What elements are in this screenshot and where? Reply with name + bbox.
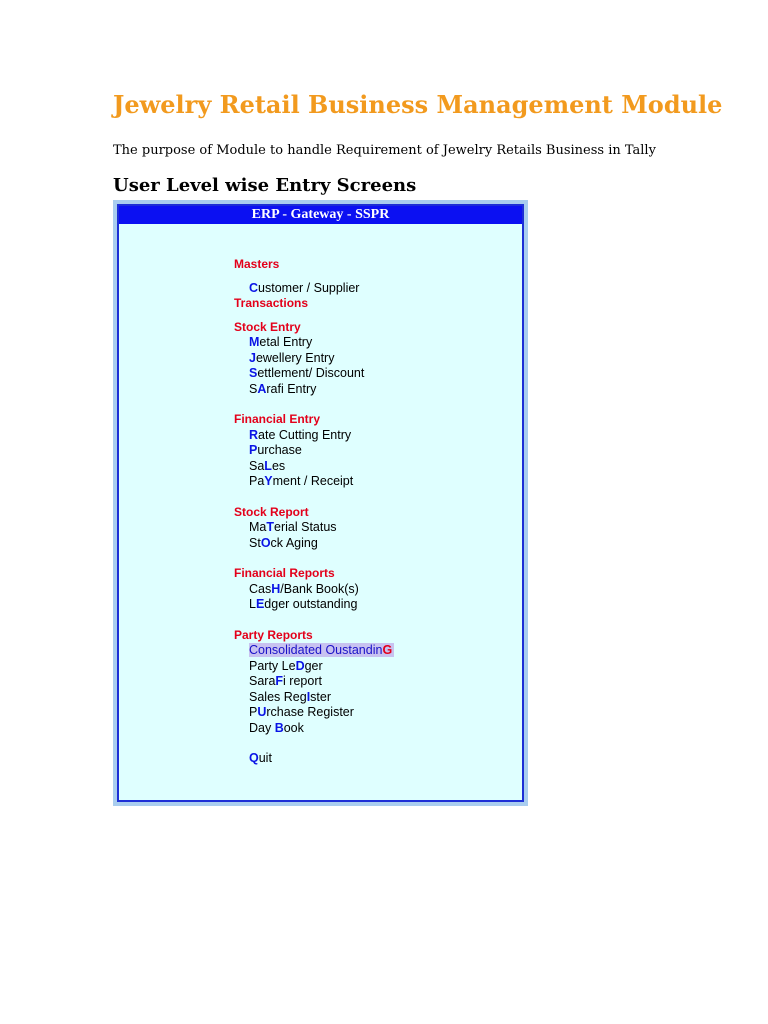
menu-item-text: S	[249, 381, 258, 396]
menu-item-text: L	[249, 597, 256, 611]
menu-hotkey: B	[274, 720, 284, 735]
menu-item-sarafi-report[interactable]	[234, 674, 394, 690]
menu-item-text: Consolidated Oustandin	[249, 643, 383, 657]
menu-item-text: etal Entry	[259, 335, 313, 349]
menu-item-text: erial Status	[274, 520, 337, 534]
menu-item-settlement-discount[interactable]	[234, 366, 394, 382]
menu-hotkey: L	[264, 458, 272, 473]
menu-hotkey: A	[257, 381, 267, 396]
menu-hotkey: U	[257, 705, 267, 719]
menu-heading-masters: Masters	[234, 257, 280, 271]
menu-item-sarafi-entry[interactable]	[234, 382, 394, 398]
menu-hotkey: I	[306, 689, 311, 704]
menu-item-customer-supplier[interactable]	[234, 281, 394, 297]
menu-hotkey: G	[382, 643, 393, 657]
menu-item-party-ledger[interactable]	[234, 659, 394, 675]
menu-item-sales[interactable]	[234, 459, 394, 475]
menu-hotkey: D	[295, 658, 305, 673]
menu-item-text: Cas	[249, 581, 272, 596]
menu-hotkey: J	[249, 350, 256, 365]
menu-item-text: Sara	[249, 674, 276, 688]
menu-item-metal-entry[interactable]	[234, 335, 394, 351]
menu-item-purchase-register[interactable]	[234, 705, 394, 721]
menu-item-text: uit	[258, 751, 272, 765]
menu-hotkey: F	[275, 674, 284, 688]
menu-heading-stock-entry: Stock Entry	[234, 319, 301, 334]
menu-item-text: rchase Register	[266, 705, 354, 719]
menu-hotkey: H	[271, 581, 281, 596]
menu-item-text: Sa	[249, 458, 265, 473]
menu-item-text: Day	[249, 720, 275, 735]
document-subheading: User Level wise Entry Screens	[113, 175, 417, 196]
menu-item-day-book[interactable]	[234, 721, 394, 737]
menu-hotkey: O	[260, 535, 271, 550]
menu-hotkey: R	[249, 427, 259, 442]
menu-item-text: Party Le	[249, 658, 296, 673]
menu-item-purchase[interactable]	[234, 443, 394, 459]
menu-hotkey: E	[255, 597, 265, 611]
menu-item-text: /Bank Book(s)	[280, 581, 359, 596]
menu-item-text: ate Cutting Entry	[258, 427, 352, 442]
menu-item-stock-aging[interactable]	[234, 536, 394, 552]
menu-item-quit[interactable]	[234, 751, 394, 767]
menu-item-material-status[interactable]	[234, 520, 394, 536]
menu-hotkey: T	[266, 520, 275, 534]
menu-item-text: P	[249, 705, 258, 719]
menu-item-text: ster	[310, 689, 332, 704]
erp-gateway-window	[117, 204, 524, 802]
menu-item-text: ook	[283, 720, 304, 735]
gateway-menu	[234, 257, 394, 767]
menu-item-text: Ma	[249, 520, 267, 534]
menu-item-text: Pa	[249, 474, 265, 488]
menu-hotkey: Q	[249, 751, 259, 765]
menu-item-text: ettlement/ Discount	[257, 366, 365, 380]
menu-item-text: urchase	[257, 443, 302, 457]
menu-item-text: dger outstanding	[264, 597, 358, 611]
erp-screenshot-frame	[113, 200, 528, 806]
menu-hotkey: S	[249, 366, 258, 380]
menu-item-text: Sales Reg	[249, 689, 307, 704]
menu-heading-financial-entry: Financial Entry	[234, 412, 321, 426]
menu-hotkey: P	[249, 443, 258, 457]
menu-item-text: rafi Entry	[266, 381, 317, 396]
menu-heading-transactions: Transactions	[234, 296, 309, 310]
menu-item-payment-receipt[interactable]	[234, 474, 394, 490]
menu-hotkey: M	[249, 335, 260, 349]
menu-heading-stock-report: Stock Report	[234, 504, 309, 519]
menu-item-consolidated-outstanding[interactable]	[234, 643, 394, 659]
menu-item-text: ck Aging	[270, 535, 318, 550]
menu-item-text: ustomer / Supplier	[258, 280, 360, 295]
menu-heading-financial-reports: Financial Reports	[234, 566, 335, 580]
menu-item-text: ewellery Entry	[255, 350, 335, 365]
menu-item-text: St	[249, 535, 261, 550]
menu-hotkey: C	[249, 280, 259, 295]
menu-item-rate-cutting-entry[interactable]	[234, 428, 394, 444]
menu-item-ledger-outstanding[interactable]	[234, 597, 394, 613]
menu-hotkey: Y	[264, 474, 273, 488]
menu-item-sales-register[interactable]	[234, 690, 394, 706]
document-title: Jewelry Retail Business Management Module	[113, 90, 723, 119]
menu-item-cash-bank-books[interactable]	[234, 582, 394, 598]
menu-item-jewellery-entry[interactable]	[234, 351, 394, 367]
menu-item-text: ger	[304, 658, 323, 673]
menu-item-text: es	[271, 458, 286, 473]
document-intro: The purpose of Module to handle Requirement of Jewelry Retails Business in Tally	[113, 143, 656, 158]
menu-heading-party-reports: Party Reports	[234, 627, 313, 642]
menu-item-text: i report	[283, 674, 322, 688]
window-title-bar: ERP - Gateway - SSPR	[119, 206, 522, 224]
menu-item-text: ment / Receipt	[272, 474, 354, 488]
